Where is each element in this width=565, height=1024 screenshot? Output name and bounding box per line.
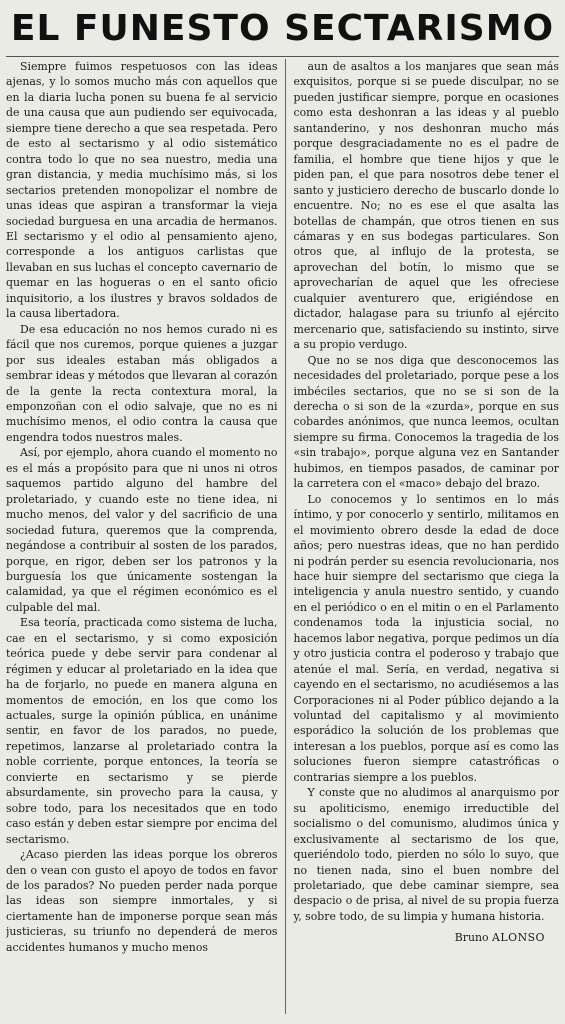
- author-last-name: ALONSO: [492, 931, 545, 945]
- left-paragraph-4: Esa teoría, practicada como sistema de lucha, cae en el sectarismo, y si como exposición teórica puede y debe servir para condenar al régimen y educar al proletariado en la idea que ha de forjarlo, no puede en manera alguna en momentos de emoción, en los que como los actuales, surge la opinión pública, en unánime sentir, en favor de los parados, no puede, repetimos, lanzarse al proletariado contra la noble corriente, porque entonces, la teoría se convierte en sectarismo y se pierde absurdamente, sin provecho para la causa, y sobre todo, para los necesitados que en todo caso están y deben estar siempre por encima del sectarismo.: [6, 616, 278, 846]
- right-paragraph-1: aun de asaltos a los manjares que sean más exquisitos, porque si se puede disculpar, no se pueden justificar siempre, porque en ocasiones como esta deshonran a las ideas y al pueblo santanderino, y nos deshonran mucho más porque desgraciadamente no es el padre de familia, el hombre que tiene hijos y que le piden pan, el que para nosotros debe tener el santo y justiciero derecho de buscarlo donde lo encuentre. No; no es ese el que asalta las botellas de champán, que otros tienen en sus cámaras y en sus bodegas particulares. Son otros que, al influjo de la protesta, se aprovechan del botín, lo mismo que se aprovecharían de aquel que les ofreciese cualquier aventurero que, erigiéndose en dictador, halagase para su triunfo al ejército mercenario que, satisfaciendo su instinto, sirve a su propio verdugo.: [293, 60, 559, 352]
- left-paragraph-3: Así, por ejemplo, ahora cuando el momento no es el más a propósito para que ni unos ni otros saquemos partido alguno del hambre del proletariado, y cuando este no tiene idea, ni mucho menos, del valor y del sacrificio de una sociedad futura, queremos que la comprenda, negándose a contribuir al sosten de los parados, porque, en rigor, deben ser los patronos y la burguesía los que únicamente sostengan la calamidad, ya que el régimen económico es el culpable del mal.: [6, 446, 278, 614]
- right-column: [286, 59, 560, 1014]
- right-paragraph-2: Que no se nos diga que desconocemos las necesidades del proletariado, porque pese a los imbéciles sectarios, que no se si son de la derecha o si son de la «zurda», porque en sus cobardes anónimos, que nunca leemos, ocultan siempre su firma. Conocemos la tragedia de los «sin trabajo», porque alguna vez en Santander hubimos, en tiempos pasados, de caminar por la carretera con el «maco» debajo del brazo.: [293, 353, 559, 491]
- right-paragraph-3: Lo conocemos y lo sentimos en lo más íntimo, y por conocerlo y sentirlo, militamos en el movimiento obrero desde la edad de doce años; pero nuestras ideas, que no han perdido ni podrán perder su esencia revolucionaria, nos hace huir siempre del sectarismo que ciega la inteligencia y anula nuestro sentido, y cuando en el periódico o en el mitin o en el Parlamento condenamos toda la injusticia social, no hacemos labor negativa, porque pedimos un día y otro justicia contra el poderoso y trabajo que atenúe el mal. Sería, en verdad, negativa si cayendo en el sectarismo, no acudiésemos a las Corporaciones ni al Poder público dejando a la voluntad del capitalismo y al movimiento esporádico la solución de los problemas que interesan a los pueblos, porque así es como las soluciones fueron siempre catastróficas o contrarias siempre a los pueblos.: [293, 492, 559, 784]
- left-paragraph-5: ¿Acaso pierden las ideas porque los obreros den o vean con gusto el apoyo de todos en favor de los parados? No pueden perder nada porque las ideas son siempre inmortales, y si ciertamente han de imponerse porque sean más justicieras, su triunfo no dependerá de meros accidentes humanos y mucho menos: [6, 848, 278, 954]
- author-first-name: Bruno: [454, 931, 489, 945]
- right-paragraph-4: Y conste que no aludimos al anarquismo por su apoliticismo, enemigo irreductible del socialismo o del comunismo, aludimos única y exclusivamente al sectarismo de los que, queriéndolo todo, pierden no sólo lo suyo, que no tienen nada, sino el buen nombre del proletariado, que debe caminar siempre, sea despacio o de prisa, al nivel de su propia fuerza y, sobre todo, de su limpia y humana historia.: [293, 786, 559, 923]
- left-column: [6, 59, 285, 1014]
- left-paragraph-1: Siempre fuimos respetuosos con las ideas ajenas, y lo somos mucho más con aquellos que en la diaria lucha ponen su buena fe al servicio de una causa que aun pudiendo ser equivocada, siempre tiene derecho a que sea respetada. Pero de esto al sectarismo y al odio sistemático contra todo lo que no sea nuestro, media una gran distancia, y media muchísimo más, si los sectarios pretenden monopolizar el nombre de unas ideas que aspiran a transformar la vieja sociedad burguesa en una arcadia de hermanos. El sectarismo y el odio al pensamiento ajeno, corresponde a los antiguos carlistas que llevaban en sus luchas el concepto cavernario de quemar en las hogueras o en el santo oficio inquisitorio, a los ilustres y bravos soldados de la causa libertadora.: [6, 60, 278, 321]
- article-headline: EL FUNESTO SECTARISMO: [10, 8, 555, 49]
- headline-rule: [6, 56, 559, 57]
- left-paragraph-2: De esa educación no nos hemos curado ni es fácil que nos curemos, porque quienes a juzgar por sus ideales estaban más obligados a sembrar ideas y métodos que llevaran al corazón de la gente la recta contextura moral, la emponzoñan con el odio salvaje, que no es ni muchísimo menos, el odio contra la causa que engendra todos nuestros males.: [6, 322, 278, 444]
- author-signature: [294, 930, 560, 945]
- article-columns: [6, 59, 559, 1014]
